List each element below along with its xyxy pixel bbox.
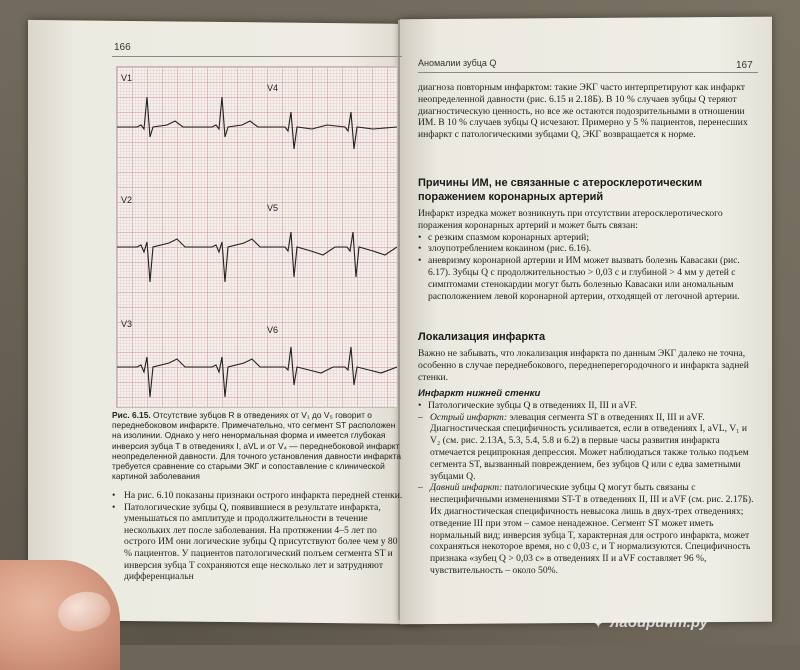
- bullet-text: Патологические зубцы Q, появившиеся в результате инфаркта, уменьшаться по амплитуде и продолжительности в течение нескольких лет после заболевания. На протяжении 4–5 лет по острого ИМ они логические зубцы Q присутствуют более чем у 80 % пациентов. У пациентов патологический полъем сегмента ST и инверсия зубца T сохраняются еще несколько лет и затрудняют дифференциальн: [124, 501, 398, 583]
- acute-text: элевация сегмента ST в отведениях II, III и aVF. Диагностическая специфичность усиливается, если в отведениях I, aVL, V₁ и V₂ (см. рис. 2.13А, 5.3, 5.4, 5.8 и 6.2) в первые часы развития инфаркта отмечается реципрокная депрессия. Может наблюдаться также только подъем сегмента ST, вызванный повреждением, без зубцов Q или с едва заметными зубцами Q.: [430, 411, 749, 482]
- subheading-inferior-wall: Инфаркт нижней стенки: [418, 388, 541, 399]
- intro-paragraph: диагноза повторным инфарктом: такие ЭКГ часто интерпретируют как инфаркт неопределенной давности (рис. 6.15 и 2.18Б). В 10 % случаев зубцы Q теряют диагностическую ценность, но все же остаются подозрительными в отношении ИМ. В 10 % случаев зубцы Q исчезают. Примерно у 5 % пациентов, перенесших инфаркт с патологическими зубцами Q, ЭКГ возвращается к норме.: [418, 82, 748, 141]
- bullet-text: злоупотреблением кокаином (рис. 6.16).: [428, 243, 592, 255]
- left-body-text: [112, 490, 404, 583]
- bullet-icon: •: [418, 255, 422, 267]
- list-item-acute: [418, 412, 758, 483]
- running-head: Аномалии зубца Q: [418, 58, 497, 68]
- lead-label-v5: V5: [267, 203, 279, 213]
- lead-label-v6: V6: [267, 325, 279, 335]
- lead-label-v2: V2: [121, 195, 133, 205]
- bullet-icon: •: [418, 231, 422, 243]
- acute-label: Острый инфаркт:: [430, 411, 508, 423]
- localization-paragraph: Важно не забывать, что локализация инфаркта по данным ЭКГ далеко не точна, особенно в случае переднебокового, переднеперегородочного и инфаркта задней стенки.: [418, 348, 749, 383]
- bullet-icon: •: [112, 501, 116, 513]
- list-item: [418, 255, 758, 302]
- lead-label-v4: V4: [267, 83, 279, 93]
- figure-caption: [112, 410, 404, 481]
- list-item: [418, 400, 758, 412]
- bullet-text: с резким спазмом коронарных артерий;: [428, 231, 589, 243]
- lead-label-v1: V1: [121, 73, 133, 83]
- dash-icon: –: [418, 482, 423, 494]
- list-item: [112, 490, 404, 502]
- ecg-trace-row2: [117, 232, 397, 282]
- causes-intro: Инфаркт изредка может возникнуть при отсутствии атеросклеротического поражения коронарных артерий и может быть связан:: [418, 208, 723, 231]
- left-header-rule: [112, 56, 402, 57]
- caption-label: Рис. 6.15.: [112, 410, 151, 420]
- bullet-icon: •: [418, 243, 422, 255]
- right-page-number: 167: [736, 60, 753, 71]
- list-item: [112, 502, 404, 583]
- old-label: Давний инфаркт:: [430, 482, 503, 494]
- inferior-wall-section: [418, 388, 758, 577]
- bullet-icon: •: [112, 490, 116, 501]
- heading-infarct-localization: Локализация инфаркта: [418, 331, 546, 343]
- list-item: [418, 232, 758, 244]
- watermark: лабиринт.ру: [610, 614, 708, 631]
- right-header-rule: [418, 72, 758, 73]
- bullet-text: На рис. 6.10 показаны признаки острого инфаркта передней стенки.: [124, 490, 403, 501]
- caption-text: Отсутствие зубцов R в отведениях от V₁ до V₅ говорит о переднебоковом инфаркте. Примечательно, что сегмент ST расположен на изолинии. Однако у него ненормальная форма и имеется глубокая инверсия зубца T в отведениях I, aVL и от V₄ — переднебоковой инфаркт неопределенной давности. Для точного установления давности инфаркта требуется сравнение со старыми ЭКГ и сопоставление с клинической картиной заболевания: [112, 410, 402, 482]
- ecg-figure: [116, 66, 398, 408]
- lead-label-v3: V3: [121, 319, 133, 329]
- ecg-traces: [117, 67, 397, 407]
- dash-icon: –: [418, 411, 423, 423]
- causes-section: [418, 208, 758, 302]
- bullet-text: аневризму коронарной артерии и ИМ может вызвать болезнь Кавасаки (рис. 6.17). Зубцы Q с продолжительностью > 0,03 с и глубиной > 4 мм у детей с симптомами стенокардии могут быть болезнью Кавасаки или аномальным расположением левой коронарной артерии, отходящей от легочной артерии.: [428, 255, 740, 302]
- list-item-old: [418, 482, 758, 576]
- bullet-text: Патологические зубцы Q в отведениях II, III и aVF.: [428, 399, 638, 411]
- bullet-icon: •: [418, 399, 422, 411]
- ecg-trace-row1: [117, 97, 397, 149]
- watermark-icon: ✦: [592, 616, 605, 632]
- old-text: патологические зубцы Q могут быть связаны с неспецифичными изменениями ST-T в отведениях II, III и aVF (см. рис. 2.17Б). Их диагностическая специфичность невысока лишь в двух-трех отведениях; отведение III при этом – самое ненадежное. Сегмент ST может иметь нормальный вид; инверсия зубца T, характерная для острого инфаркта, может сохраняться некоторое время, но с 0,03 с, и T нормализуются. Специфичность признака «зубец Q > 0,03 с» в отведениях II и aVF составляет 96 %, чувствительность – около 50%.: [430, 482, 754, 576]
- ecg-trace-row3: [117, 347, 397, 397]
- left-page-number: 166: [114, 42, 131, 53]
- heading-non-atherosclerotic-causes: Причины ИМ, не связанные с атеросклеротическим поражением коронарных артерий: [418, 177, 703, 203]
- list-item: [418, 243, 758, 255]
